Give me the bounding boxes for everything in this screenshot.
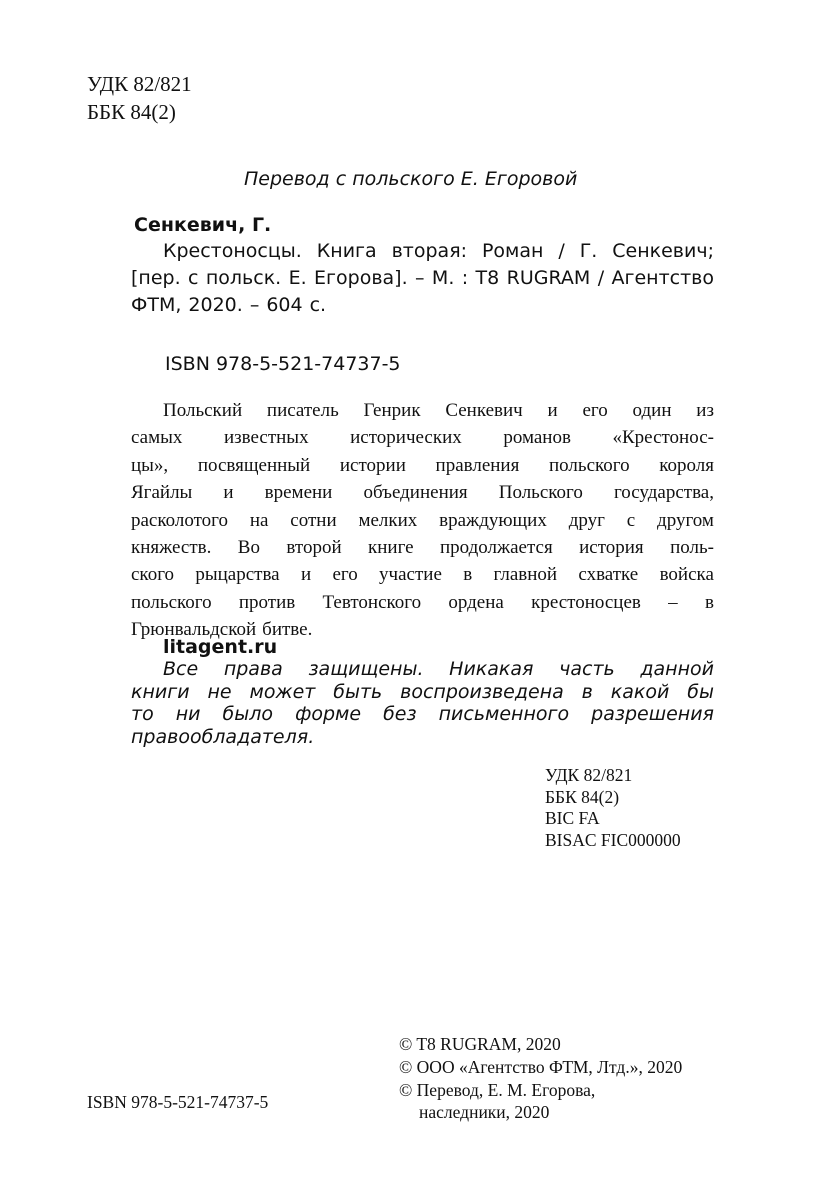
word: Егорова]. [314,267,408,289]
word: – [415,267,425,289]
word: Генрик [363,400,421,421]
word: из [696,400,714,421]
word: – [668,591,678,613]
bisac-code: BISAC FIC000000 [545,829,681,850]
word: Во [237,537,260,559]
word: в [704,591,714,613]
word: 604 [266,294,303,316]
copyright-line: © ООО «Агентство ФТМ, Лтд.», 2020 [399,1056,683,1077]
word: «Крестонос- [612,427,714,449]
word: Г. [579,240,598,262]
isbn-bottom: ISBN 978-5-521-74737-5 [87,1092,269,1112]
word: посвященный [197,454,311,476]
annotation-line [131,534,714,561]
word: – [249,294,260,316]
word: / [597,267,605,289]
word: расколотого [131,509,228,531]
word: ского [131,564,175,586]
word: книги [131,680,190,703]
translator-note: Перевод с польского Е. Егоровой [244,168,578,190]
word: RUGRAM [506,267,591,289]
biblio-line [131,238,714,265]
annotation-line [131,397,714,424]
word: быть [333,680,383,703]
udk-code: УДК 82/821 [87,72,192,96]
word: один [632,400,672,421]
word: времени [264,482,333,504]
rights-line [131,658,714,681]
rights-line [131,703,714,726]
word: и [223,482,234,504]
word: в [463,564,473,586]
word: другом [657,509,714,531]
word: правления [435,454,520,476]
word: продолжается [439,537,553,559]
word: часть [559,658,615,680]
word: истории [339,454,406,476]
word: романов [503,427,571,449]
word: : [461,267,469,289]
word: с. [309,294,327,316]
word: Польский [163,400,243,421]
copyright-line: © Перевод, Е. М. Егорова, [399,1079,596,1100]
word: польского [131,591,212,613]
copyright-line: © T8 RUGRAM, 2020 [399,1034,561,1054]
word: его [332,564,358,586]
word: защищены. [308,658,424,680]
word: объединения [363,482,468,504]
word: Роман [481,240,544,262]
word: воспроизведена [400,680,564,703]
bbk-code: ББК 84(2) [545,786,620,807]
annotation-line [131,589,714,616]
word: то [131,703,154,725]
word: Польского [498,482,583,504]
word: друг [568,509,605,531]
word: на [249,509,269,531]
word: Никакая [449,658,534,680]
word: короля [659,454,714,476]
word: главной [493,564,558,586]
annotation [131,397,714,644]
word: враждующих [439,509,547,531]
word: поль- [670,537,714,559]
word: участие [379,564,442,586]
isbn-main: ISBN 978-5-521-74737-5 [165,353,401,375]
word: книге [368,537,414,559]
word: писатель [266,400,339,421]
word: Все [163,658,199,680]
word: 2020. [188,294,243,316]
word: и [547,400,558,421]
word: схватке [578,564,639,586]
word: Е. [288,267,307,289]
word: ни [175,703,201,725]
annotation-line [131,479,714,506]
rights-line [131,726,714,749]
word: мелких [358,509,418,531]
word: и [300,564,312,586]
word: история [579,537,644,559]
word: письменного [438,703,570,725]
rights-line [131,681,714,704]
copyright-block [399,1033,682,1124]
word: права [223,658,283,680]
biblio-line [131,265,714,292]
annotation-line [131,561,714,588]
word: Сенкевич [445,400,523,421]
word: в [581,680,593,703]
top-classification-codes [87,70,192,126]
word: исторических [350,427,462,449]
rights-notice [131,658,714,748]
word: разрешения [591,703,714,725]
word: против [238,591,296,613]
annotation-line [131,507,714,534]
word: форме [295,703,362,725]
word: не [207,680,232,703]
word: было [222,703,274,725]
bbk-code: ББК 84(2) [87,100,176,124]
website-link[interactable]: litagent.ru [163,636,278,658]
word: Агентство [611,267,714,289]
word: может [249,680,316,703]
word: ФТМ, [131,294,182,316]
bic-code: BIC FA [545,808,600,828]
word: княжеств. [131,537,212,559]
word: правообладателя. [131,725,315,748]
author-heading: Сенкевич, Г. [134,214,272,236]
word: войска [659,564,714,586]
word: данной [640,658,714,680]
word: Тевтонского [322,591,422,613]
word: государства, [613,482,714,504]
udk-code: УДК 82/821 [545,765,633,785]
word: Сенкевич; [612,240,714,262]
word: ордена [448,591,504,613]
word: Книга [316,240,377,262]
word: Крестоносцы. [163,240,302,262]
word: его [582,400,608,421]
annotation-line [131,452,714,479]
word: с [626,509,636,531]
word: Грюнвальдской [131,619,257,641]
word: крестоносцев [531,591,641,613]
word: самых [131,427,183,449]
bibliographic-description [131,238,714,319]
word: без [383,703,417,725]
word: сотни [290,509,337,531]
word: польского [549,454,630,476]
word: М. [431,267,455,289]
word: бы [687,680,714,703]
word: [пер. [131,267,181,289]
word: вторая: [391,240,468,262]
annotation-line [131,424,714,451]
word: / [558,240,565,262]
biblio-line [131,292,714,319]
word: известных [223,427,309,449]
classification-codes [545,765,681,851]
word: какой [610,680,670,703]
copyright-line: наследники, 2020 [419,1102,550,1123]
word: с [188,267,199,289]
word: второй [286,537,342,559]
word: T8 [475,267,500,289]
word: битве. [262,619,313,641]
word: польск. [205,267,282,289]
word: рыцарства [195,564,280,586]
word: цы», [131,454,169,476]
word: Ягайлы [131,482,193,504]
